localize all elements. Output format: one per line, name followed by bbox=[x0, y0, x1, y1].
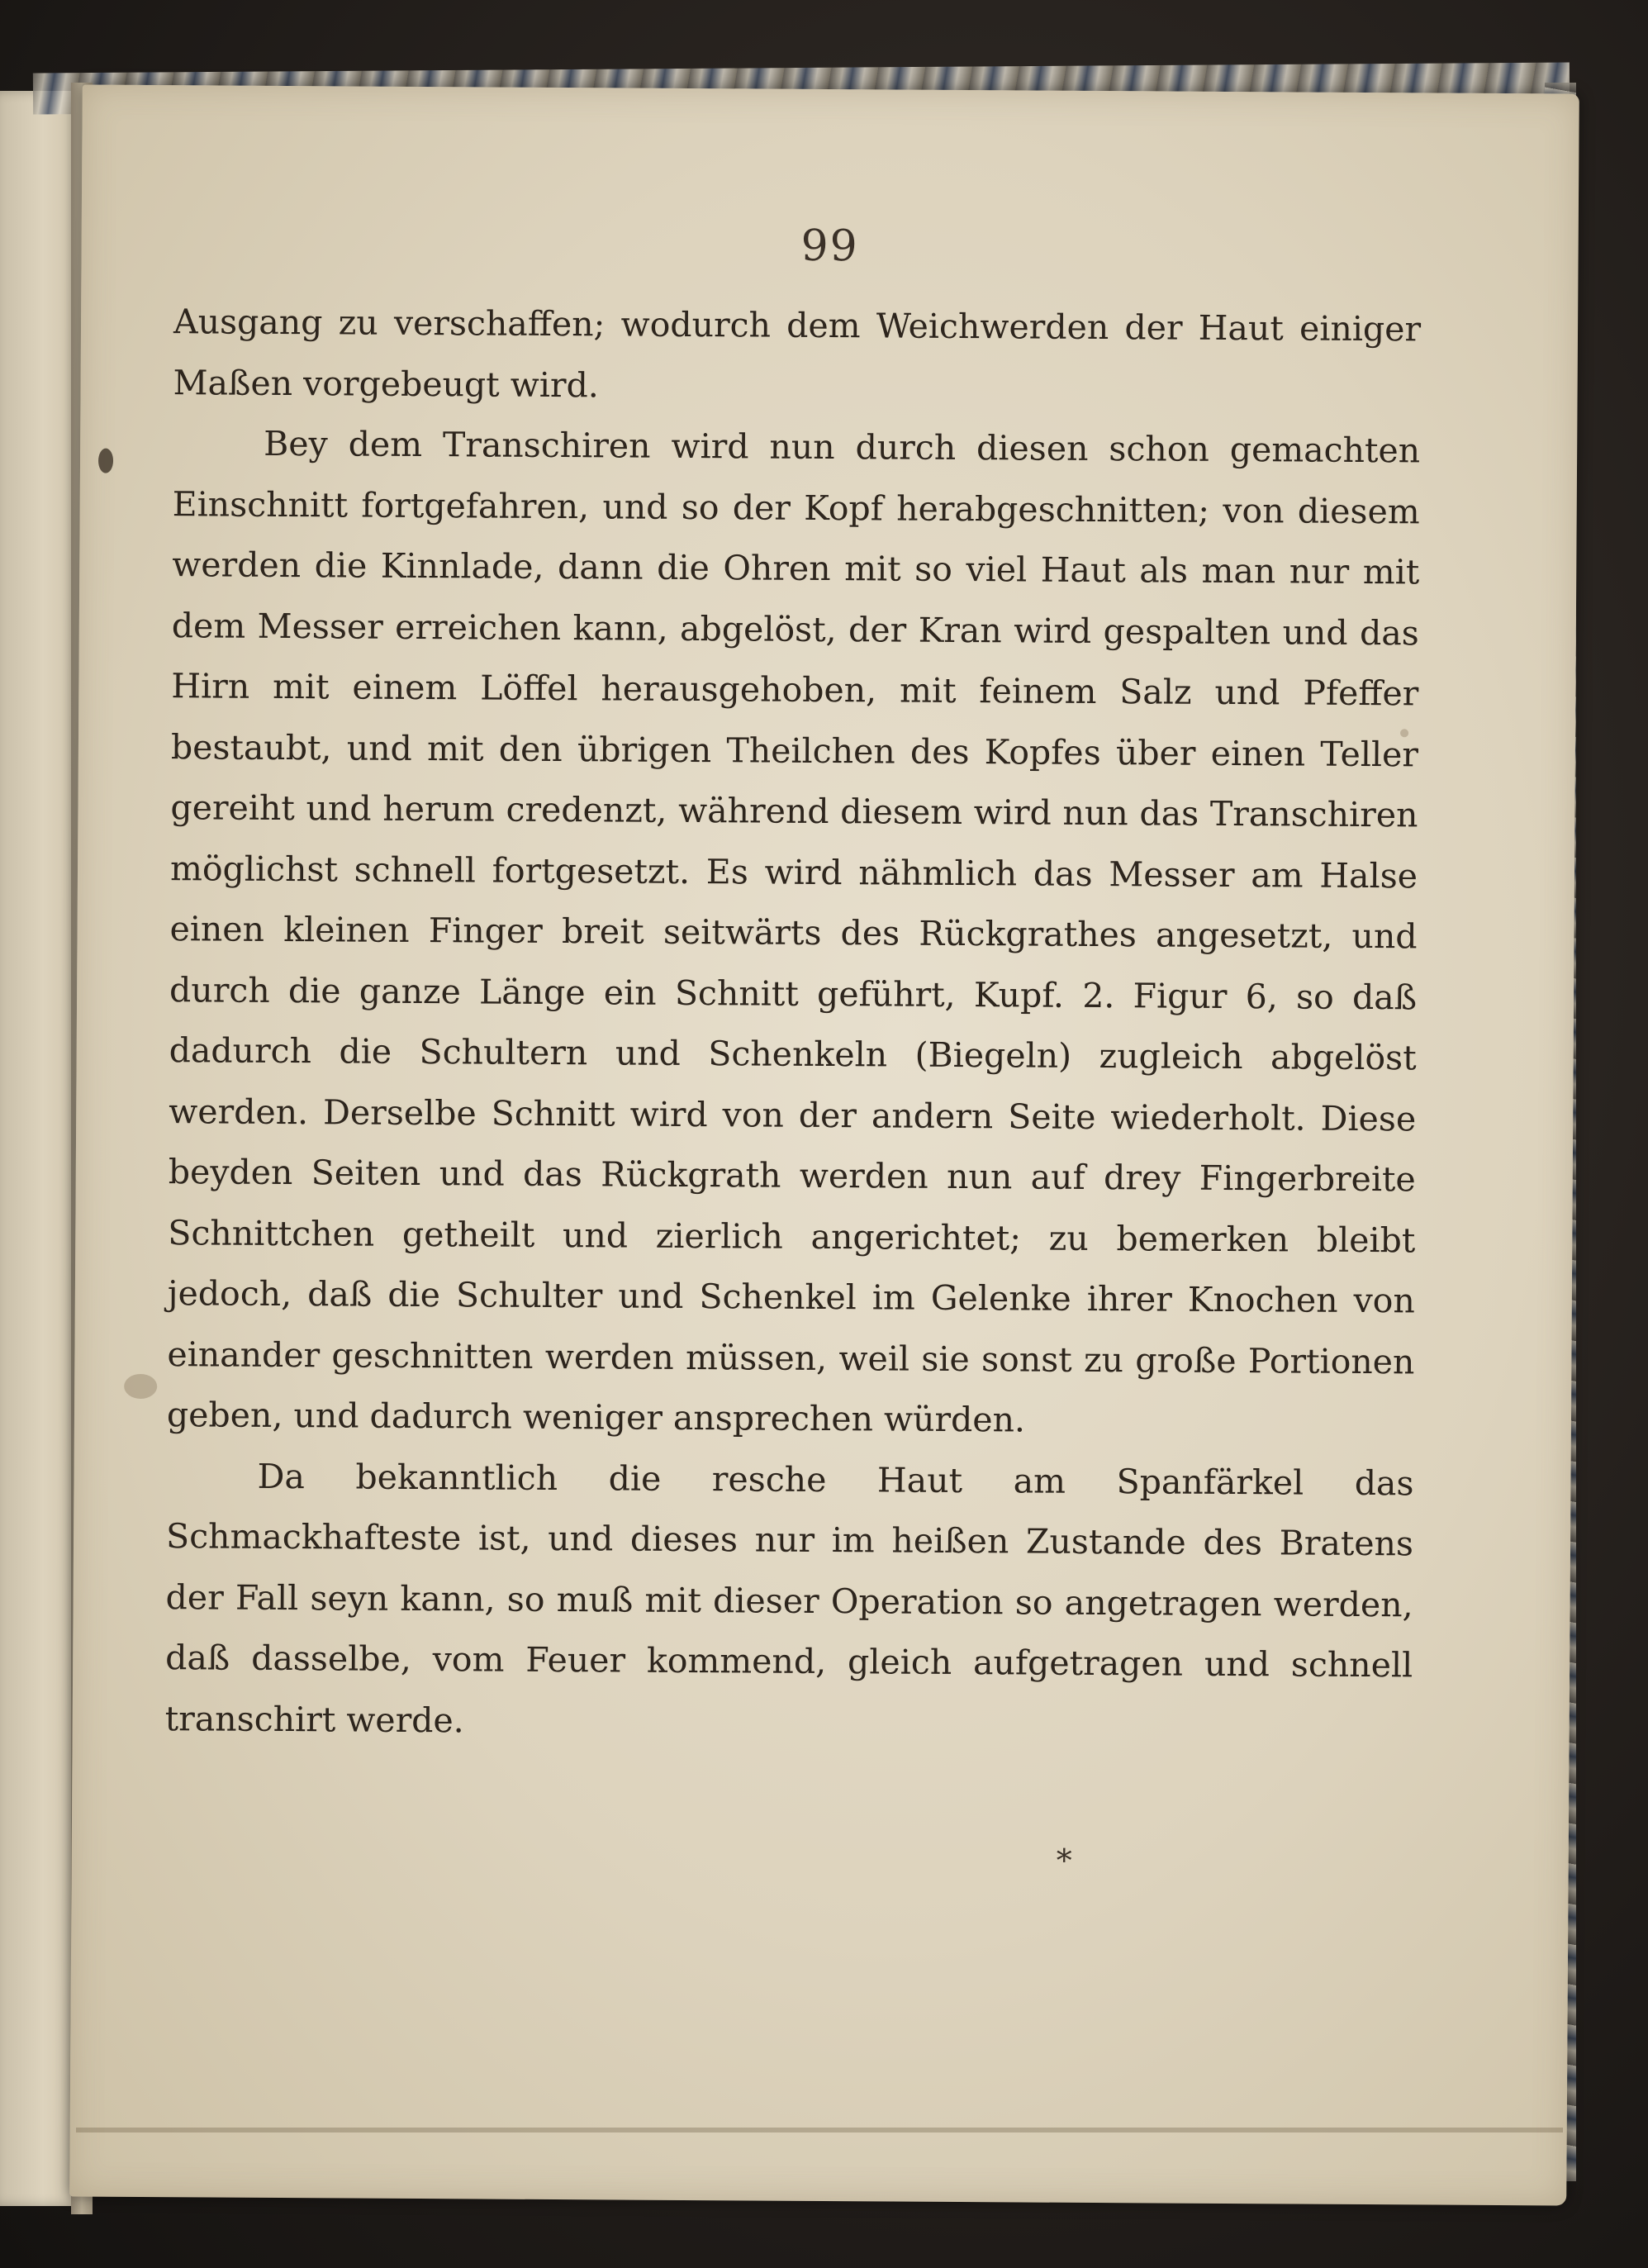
paper-stain bbox=[98, 449, 113, 473]
paragraph-1: Ausgang zu verschaffen; wodurch dem Weichwerden der Haut einiger Maßen vorgebeugt wird. bbox=[173, 302, 1422, 405]
paper-stain bbox=[1400, 729, 1408, 737]
left-facing-page-edge bbox=[0, 91, 78, 2206]
page-bottom-crease bbox=[76, 2128, 1563, 2132]
page-body-text bbox=[165, 292, 1422, 1757]
paper-stain bbox=[124, 1374, 157, 1399]
paragraph-3: Da bekanntlich die resche Haut am Spanfärkel das Schmackhafteste ist, und dieses nur im heißen Zustande des Bratens der Fall seyn kann, so muß mit dieser Operation so angetragen werden, daß dasselbe, vom Feuer kommend, gleich aufgetragen und schnell transchirt werde. bbox=[164, 1456, 1414, 1740]
page-number: 99 bbox=[800, 221, 859, 272]
book-page bbox=[69, 84, 1579, 2205]
paragraph-2: Bey dem Transchiren wird nun durch diesen schon gemachten Einschnitt fortgefahren, und so der Kopf herabgeschnitten; von diesem werden die Kinnlade, dann die Ohren mit so viel Haut als man nur mit dem Messer erreichen kann, abgelöst, der Kran wird gespalten und das Hirn mit einem Löffel herausgehoben, mit feinem Salz und Pfeffer bestaubt, und mit den übrigen Theilchen des Kopfes über einen Teller gereiht und herum credenzt, während diesem wird nun das Transchiren möglichst schnell fortgesetzt. Es wird nähmlich das Messer am Halse einen kleinen Finger breit seitwärts des Rückgrathes angesetzt, und durch die ganze Länge ein Schnitt geführt, Kupf. 2. Figur 6, so daß dadurch die Schultern und Schenkeln (Biegeln) zugleich abgelöst werden. Derselbe Schnitt wird von der andern Seite wiederholt. Diese beyden Seiten und das Rückgrath werden nun auf drey Fingerbreite Schnittchen getheilt und zierlich angerichtet; zu bemerken bleibt jedoch, daß die Schulter und Schenkel im Gelenke ihrer Knochen von einander geschnitten werden müssen, weil sie sonst zu große Portionen geben, und dadurch weniger ansprechen würden. bbox=[166, 423, 1421, 1440]
footer-asterisk: * bbox=[1056, 1842, 1072, 1879]
